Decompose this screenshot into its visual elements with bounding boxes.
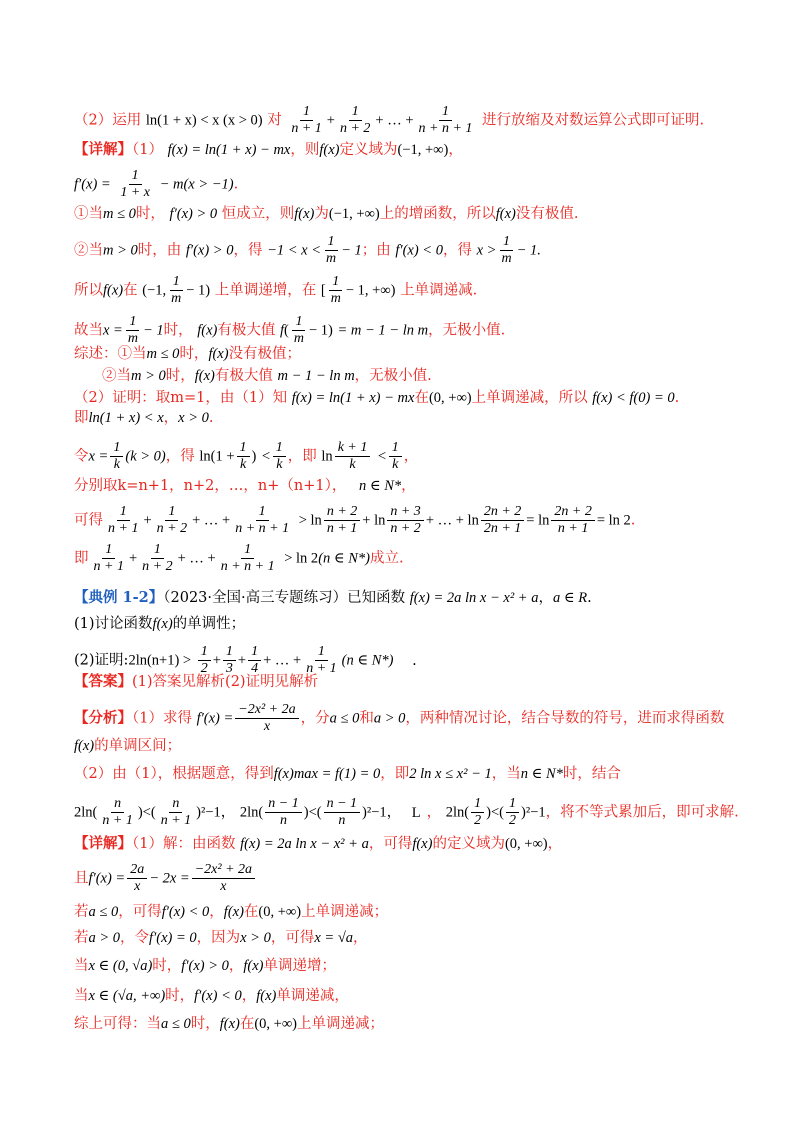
hint-text: 对 xyxy=(267,112,282,129)
detail1-line13: 可得 $\frac{1}{n + 1}$ + $\frac{1}{n + 2}$ + … + $\frac{1}{n + n + 1}$ > ln $\frac{n + 2}{n + 1}$ + ln $\frac{n + 3}{n + 2}$ + … + ln $\frac{2n + 2}{2n + 1}$ = ln $\frac{2n + 2}{n + 1}$ = ln 2. xyxy=(74,504,636,536)
detail1-line7: 综述：①当m ≤ 0时，f(x)没有极值； xyxy=(74,346,302,362)
detail2-tag: 【详解】 xyxy=(74,835,132,852)
detail1-line11: 令x = $\frac{1}{k}$ (k > 0)，得 ln(1 + $\frac{1}{k}$ ) < $\frac{1}{k}$ ，即 ln $\frac{k + 1}{k}$ < $\frac{1}{k}$ ， xyxy=(74,440,419,472)
detail1-line5: 所以f(x)在 (−1, $\frac{1}{m}$ − 1) 上单调递增，在 [ $\frac{1}{m}$ − 1, +∞) 上单调递减. xyxy=(74,274,478,306)
detail2-line5: 当x ∈ (0, √a)时，f′(x) > 0，f(x)单调递增； xyxy=(74,958,336,974)
analysis-line1: 【分析】（1）求得 f′(x) = $\frac{\text{−2x² + 2a}}{x}$ ，分a ≤ 0和a > 0，两种情况讨论，结合导数的符号，进而求得函数 xyxy=(74,702,725,734)
example-q2: (2)证明:2ln(n+1) > $\frac{1}{2}$ + $\frac{1}{3}$ + $\frac{1}{4}$ + … + $\frac{1}{n + 1}$ (n ∈ N*) . xyxy=(74,644,417,676)
detail2-line2: 且f′(x) = $\frac{2a}{x}$ − 2x = $\frac{\text{−2x² + 2a}}{x}$ xyxy=(74,862,257,895)
math-ln-ineq: ln(1 + x) < x (x > 0) xyxy=(145,112,263,129)
detail1-line1: 【详解】（1） f(x) = ln(1 + x) − mx，则f(x)定义域为(−1, +∞)， xyxy=(74,141,463,158)
detail1-line14: 即 $\frac{1}{n + 1}$ + $\frac{1}{n + 2}$ + … + $\frac{1}{n + n + 1}$ > ln 2(n ∈ N*)成立. xyxy=(74,542,404,574)
detail2-line4: 若a > 0，令f′(x) = 0，因为x > 0，可得x = √a， xyxy=(74,930,368,946)
frac-1-n2: $\frac{1}{n + 2}$ xyxy=(339,104,371,136)
hint-text: 进行放缩及对数运算公式即可证明. xyxy=(482,112,705,129)
detail1-line4: ②当m > 0时，由 f′(x) > 0，得 −1 < x < $\frac{1}{m}$ − 1；由 f′(x) < 0，得 x > $\frac{1}{m}$ − 1. xyxy=(74,234,541,266)
detail2-line1: 【详解】（1）解：由函数 f(x) = 2a ln x − x² + a，可得f(x)的定义域为(0, +∞)， xyxy=(74,835,563,852)
math-fx: f(x) = ln(1 + x) − mx xyxy=(167,142,291,158)
example-tag: 【典例 1-2】 xyxy=(74,589,164,606)
detail2-line6: 当x ∈ (√a, +∞)时，f′(x) < 0，f(x)单调递减， xyxy=(74,988,349,1004)
plus: + xyxy=(326,112,335,129)
frac-1-n1: $\frac{1}{n + 1}$ xyxy=(291,104,322,136)
frac-1-nn1: $\frac{1}{n + n + 1}$ xyxy=(418,104,473,136)
detail1-line8: ②当m > 0时，f(x)有极大值 m − 1 − ln m，无极小值. xyxy=(102,368,432,384)
detail1-line10: 即ln(1 + x) < x，x > 0. xyxy=(74,410,214,426)
answer-line: 【答案】(1)答案见解析(2)证明见解析 xyxy=(74,673,319,690)
analysis-line3: （2）由（1），根据题意，得到f(x)max = f(1) = 0，即2 ln x ≤ x² − 1，当n ∈ N*时，结合 xyxy=(74,766,621,782)
detail2-line3: 若a ≤ 0，可得f′(x) < 0，f(x)在(0, +∞)上单调递减； xyxy=(74,904,389,920)
detail1-line12: 分别取k=n+1，n+2，…，n+（n+1）， n ∈ N*， xyxy=(74,478,416,494)
detail1-line9: （2）证明：取m=1，由（1）知 f(x) = ln(1 + x) − mx在(0, +∞)上单调递减，所以 f(x) < f(0) = 0. xyxy=(74,390,680,406)
hint-line xyxy=(74,104,704,137)
detail-tag: 【详解】 xyxy=(74,141,132,158)
example-q1: (1)讨论函数f(x)的单调性； xyxy=(74,616,246,632)
frac-1-1px: $\frac{1}{1 + x}$ xyxy=(120,168,150,200)
answer-tag: 【答案】 xyxy=(74,673,132,690)
analysis-line2: f(x)的单调区间； xyxy=(74,738,182,754)
analysis-line4: 2ln( $\frac{n}{n + 1}$ )<( $\frac{n}{n + 1}$ )²−1， 2ln( $\frac{n - 1}{n}$ )<( $\frac{n - 1}{n}$ )²−1， L ， 2ln( $\frac{1}{2}$ )<( $\frac{1}{2}$ )²−1，将不等式累加后，即可求解. xyxy=(74,796,739,828)
detail1-line2: f′(x) = $\frac{1}{1 + x}$ − m(x > −1). xyxy=(74,168,239,200)
detail1-line3: ①当m ≤ 0时， f′(x) > 0 恒成立，则f(x)为(−1, +∞)上的增函数，所以f(x)没有极值. xyxy=(74,206,579,222)
sum-ellipsis: + … + xyxy=(375,112,414,129)
detail2-line7: 综上可得：当a ≤ 0时，f(x)在(0, +∞)上单调递减； xyxy=(74,1016,385,1032)
detail1-line6: 故当x = $\frac{1}{m}$ − 1时， f(x)有极大值 f( $\frac{1}{m}$ − 1) = m − 1 − ln m，无极小值. xyxy=(74,314,506,346)
analysis-tag: 【分析】 xyxy=(74,709,132,727)
hint-text: （2）运用 xyxy=(74,112,142,129)
example-header: 【典例 1-2】（2023·全国·高三专题练习）已知函数 f(x) = 2a ln x − x² + a，a ∈ R. xyxy=(74,589,592,606)
